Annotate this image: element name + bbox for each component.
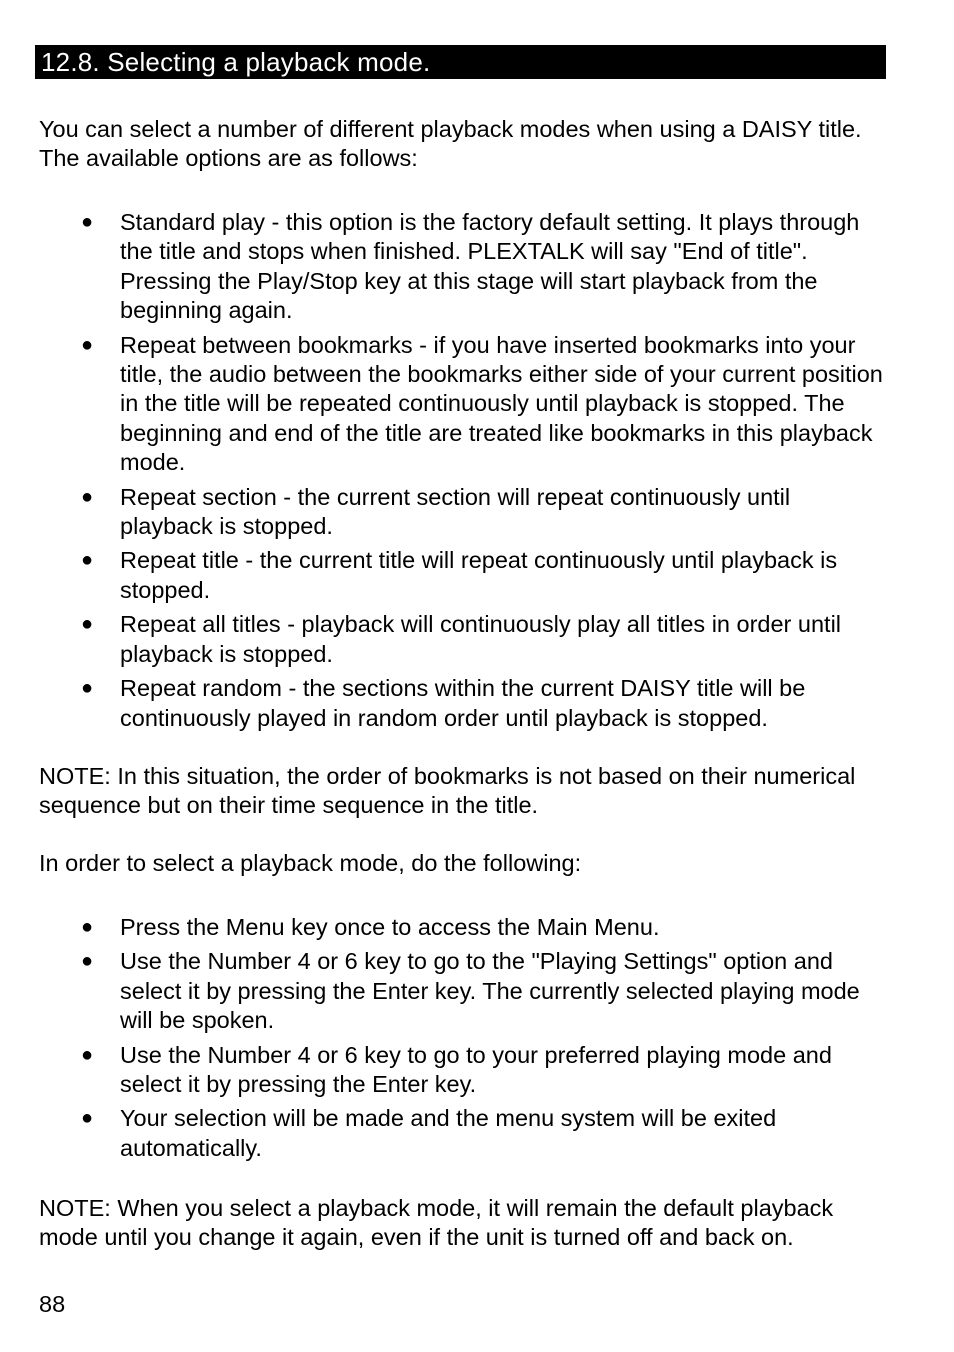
list-item xyxy=(39,610,889,669)
steps-intro-paragraph: In order to select a playback mode, do the following: xyxy=(39,850,582,876)
list-item-text: Repeat random - the sections within the current DAISY title will be continuously played in random order until playback is stopped. xyxy=(120,675,806,731)
bullet-icon: ● xyxy=(81,485,94,508)
note-default-mode: NOTE: When you select a playback mode, it will remain the default playback mode until you change it again, even if the unit is turned off and back on. xyxy=(39,1195,834,1251)
section-heading-bar xyxy=(35,45,886,79)
list-item xyxy=(39,1041,889,1100)
list-item-text: Repeat section - the current section will repeat continuously until playback is stopped. xyxy=(120,483,791,540)
list-item-text: Your selection will be made and the menu system will be exited automatically. xyxy=(120,1105,777,1161)
note-bookmark-order: NOTE: In this situation, the order of bookmarks is not based on their numerical sequence but on their time sequence in the title. xyxy=(39,763,856,819)
list-item xyxy=(39,331,889,478)
list-item xyxy=(39,1104,889,1163)
intro-paragraph: You can select a number of different playback modes when using a DAISY title. The available options are as follows: xyxy=(39,116,862,172)
list-item-text: Press the Menu key once to access the Main Menu. xyxy=(120,914,660,940)
list-item-text: Repeat all titles - playback will continuously play all titles in order until playback is stopped. xyxy=(120,611,842,667)
list-item-text: Use the Number 4 or 6 key to go to your preferred playing mode and select it by pressing the Enter key. xyxy=(120,1041,832,1098)
list-item-text: Repeat between bookmarks - if you have inserted bookmarks into your title, the audio between the bookmarks either side of your current position in the title will be repeated continuously until playback is stopped. The beginning and end of the title are treated like bookmarks in this playback mode. xyxy=(120,331,883,476)
bullet-icon: ● xyxy=(81,916,94,938)
bullet-icon: ● xyxy=(81,950,94,973)
bullet-icon: ● xyxy=(81,613,94,636)
list-item xyxy=(39,947,889,1035)
bullet-icon: ● xyxy=(81,1107,94,1130)
bullet-icon: ● xyxy=(81,333,94,356)
list-item-text: Use the Number 4 or 6 key to go to the "Playing Settings" option and select it by pressing the Enter key. The currently selected playing mode will be spoken. xyxy=(120,948,860,1034)
list-item xyxy=(39,483,889,542)
list-item-text: Repeat title - the current title will repeat continuously until playback is stopped. xyxy=(120,547,838,603)
bullet-icon: ● xyxy=(81,677,94,700)
steps-list xyxy=(39,913,889,1168)
playback-modes-list xyxy=(39,208,889,738)
list-item xyxy=(39,546,889,605)
list-item xyxy=(39,913,889,942)
list-item-text: Standard play - this option is the factory default setting. It plays through the title and stops when finished. PLEXTALK will say "End of title". Pressing the Play/Stop key at this stage will start playback from the beginning again. xyxy=(120,209,860,324)
page-number: 88 xyxy=(39,1291,66,1317)
section-heading: 12.8. Selecting a playback mode. xyxy=(41,47,431,77)
list-item xyxy=(39,208,889,326)
list-item xyxy=(39,674,889,733)
bullet-icon: ● xyxy=(81,549,94,572)
bullet-icon: ● xyxy=(81,211,94,233)
bullet-icon: ● xyxy=(81,1043,94,1066)
